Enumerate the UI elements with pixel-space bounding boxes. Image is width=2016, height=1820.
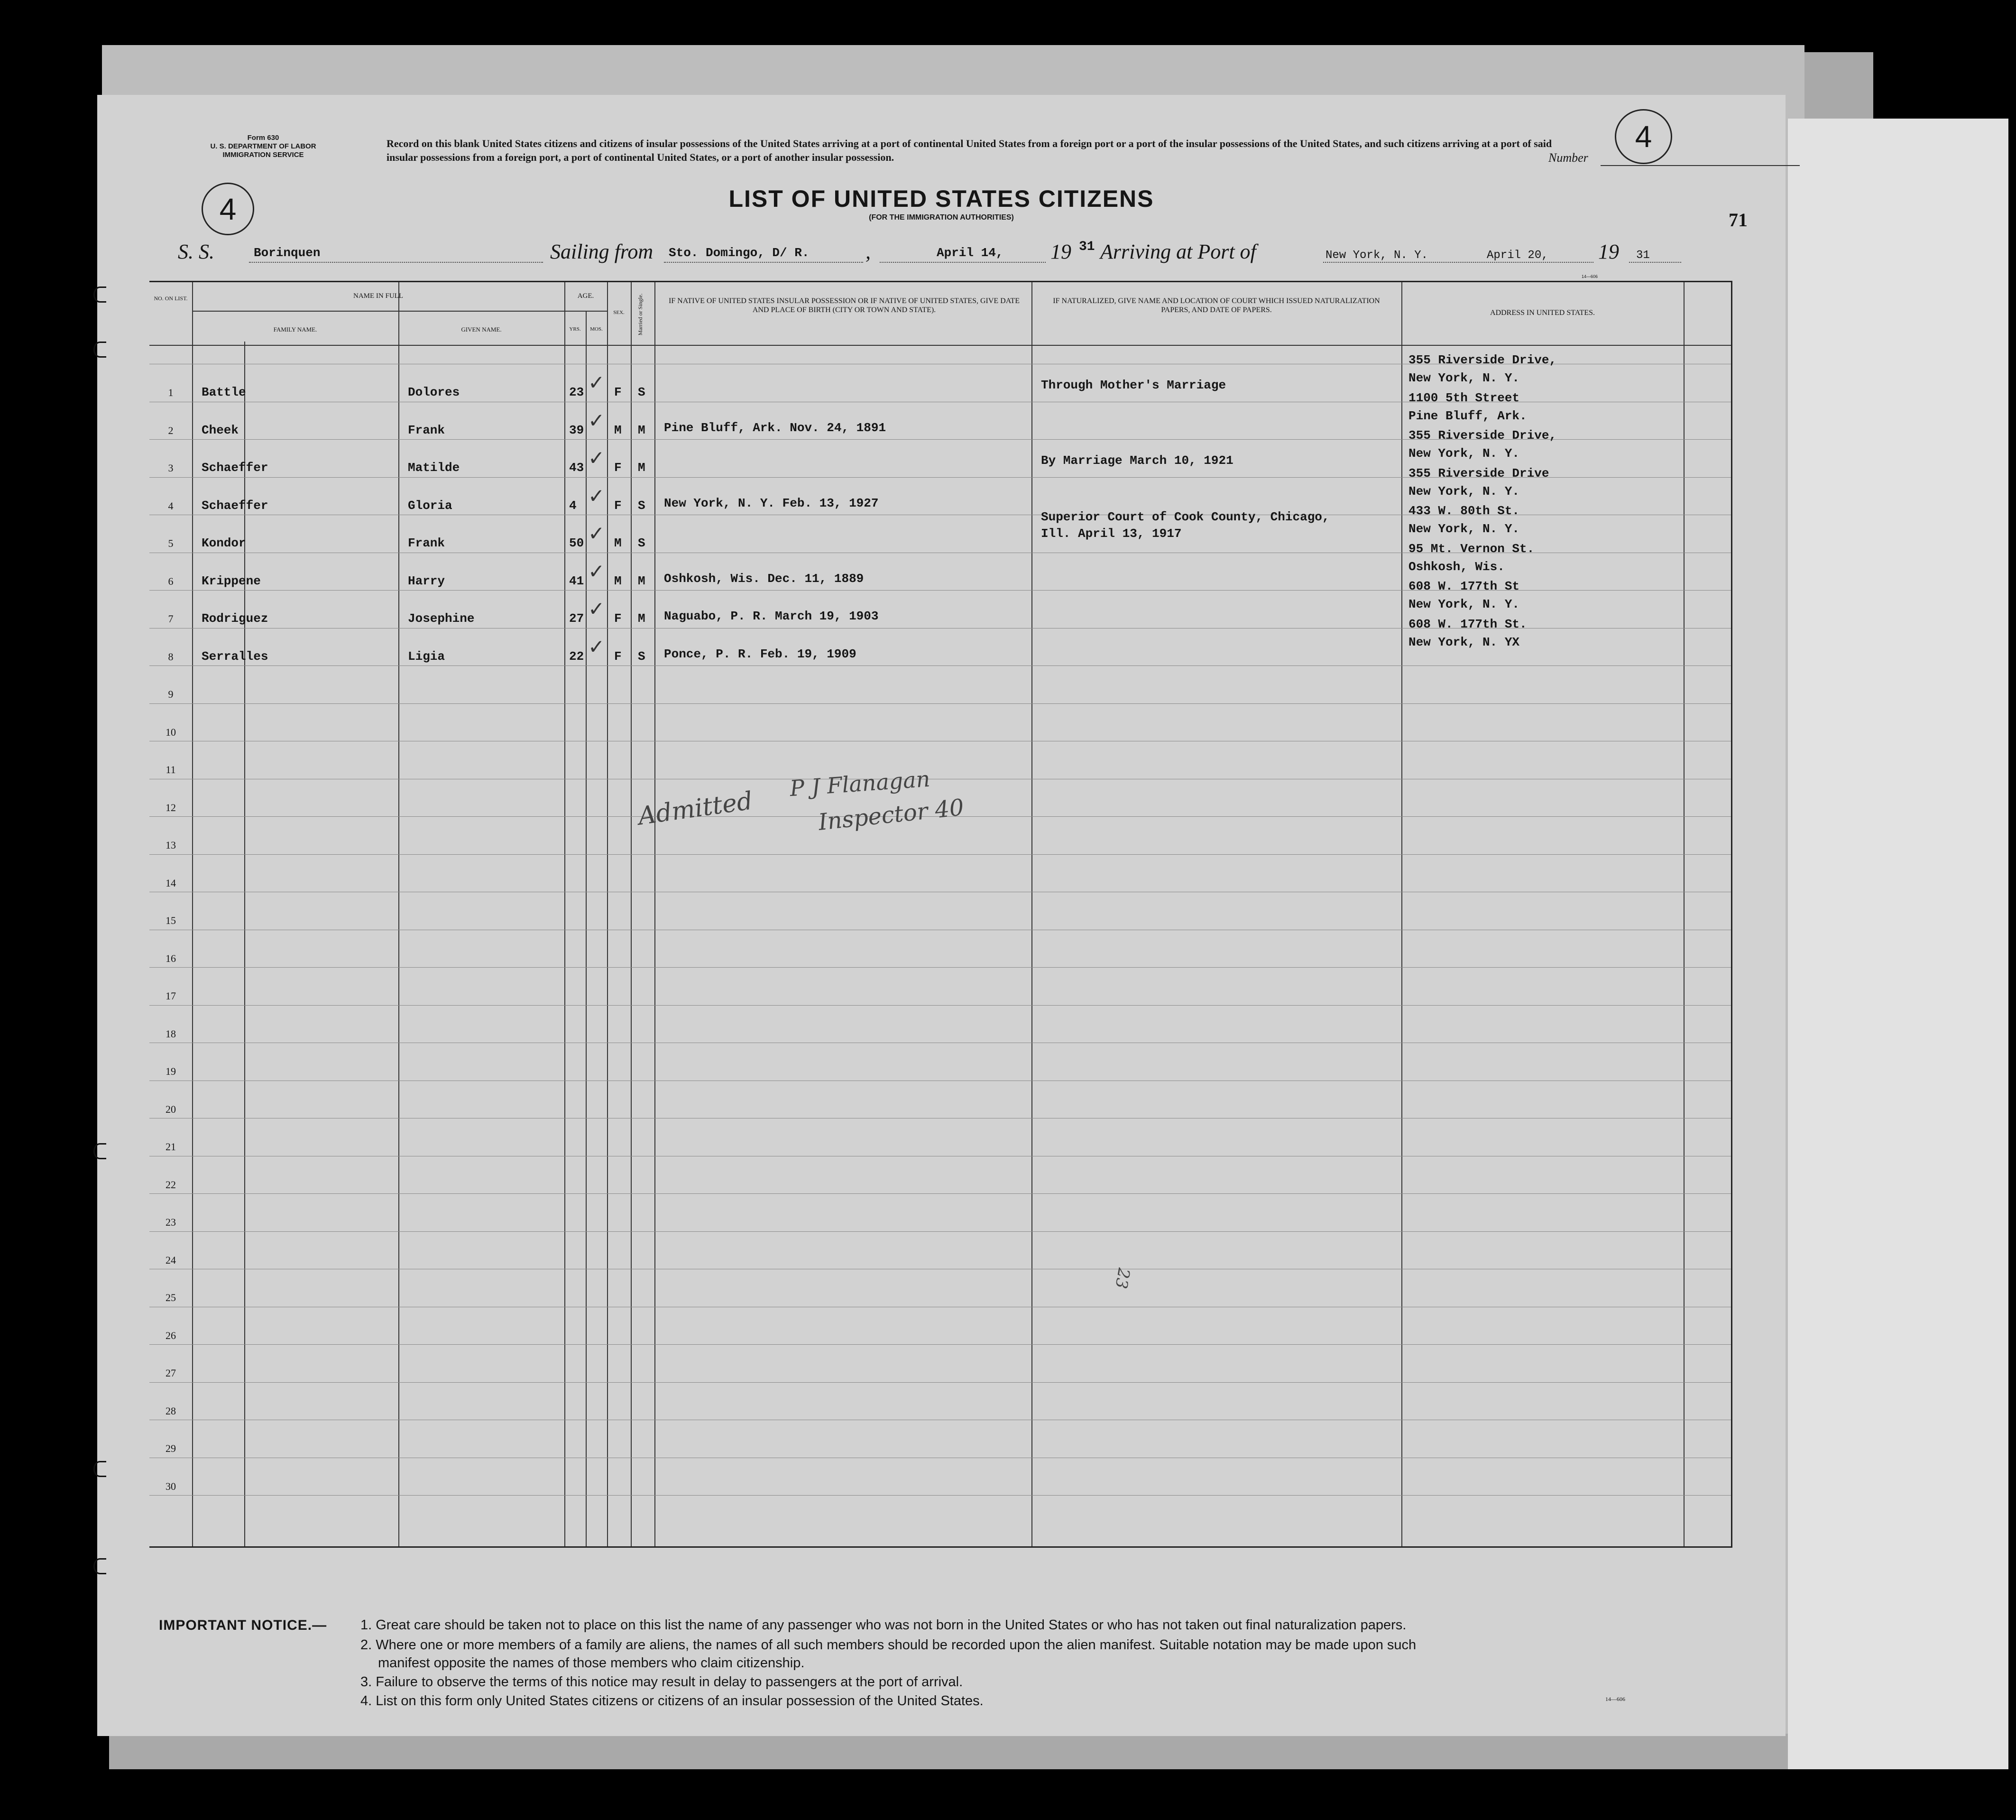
sex: F bbox=[614, 649, 622, 664]
row-number: 7 bbox=[168, 613, 174, 625]
sailing-label: Sailing from bbox=[550, 240, 654, 263]
sex: M bbox=[614, 423, 622, 437]
header-bottom-rule bbox=[149, 345, 1731, 346]
number-line bbox=[1601, 165, 1800, 166]
age-years: 27 bbox=[569, 611, 584, 626]
small-print: 14—606 bbox=[1582, 274, 1598, 279]
notice-item-2-cont: manifest opposite the names of those members who claim citizenship. bbox=[378, 1655, 805, 1671]
column-divider bbox=[586, 311, 587, 1546]
sailing-year: 31 bbox=[1079, 240, 1095, 254]
row-number: 23 bbox=[166, 1216, 176, 1228]
header-rule bbox=[192, 311, 564, 312]
column-divider bbox=[1031, 282, 1032, 1546]
row-number: 19 bbox=[166, 1065, 176, 1077]
naturalization-info: By Marriage March 10, 1921 bbox=[1041, 453, 1234, 468]
page-number: 71 bbox=[1729, 209, 1748, 231]
checkmark: ✓ bbox=[588, 484, 605, 508]
address-line-2: New York, N. Y. bbox=[1408, 597, 1520, 611]
row-number: 26 bbox=[166, 1329, 176, 1341]
row-number: 25 bbox=[166, 1292, 176, 1303]
col-sex: SEX. bbox=[613, 310, 625, 315]
notice-item-1: 1. Great care should be taken not to place on this list the name of any passenger who was not born in the United States or who has not taken out final naturalization papers. bbox=[360, 1617, 1407, 1633]
checkmark: ✓ bbox=[588, 446, 605, 470]
manifest-page bbox=[97, 95, 1786, 1736]
binder-hole bbox=[93, 1461, 106, 1477]
address-line-1: 608 W. 177th St. bbox=[1408, 617, 1527, 631]
manifest-table bbox=[149, 281, 1732, 1548]
arrival-date: April 20, bbox=[1487, 249, 1548, 262]
notice-item-3: 3. Failure to observe the terms of this notice may result in delay to passengers at the port of arrival. bbox=[360, 1674, 963, 1690]
address-line-1: 355 Riverside Drive, bbox=[1408, 353, 1557, 367]
department-name: U. S. DEPARTMENT OF LABOR bbox=[210, 142, 316, 150]
given-name: Gloria bbox=[408, 498, 452, 513]
row-number: 11 bbox=[166, 764, 176, 776]
row-number: 12 bbox=[166, 801, 176, 813]
ship-name-line bbox=[249, 262, 543, 263]
address-line-1: 355 Riverside Drive bbox=[1408, 466, 1549, 480]
age-years: 4 bbox=[569, 498, 577, 513]
marital-status: S bbox=[638, 536, 645, 550]
row-number: 6 bbox=[168, 575, 174, 587]
marital-status: M bbox=[638, 461, 645, 475]
marital-status: S bbox=[638, 649, 645, 664]
marital-status: M bbox=[638, 573, 645, 588]
family-name: Battle bbox=[202, 385, 246, 399]
checkmark: ✓ bbox=[588, 559, 605, 583]
address-line-1: 355 Riverside Drive, bbox=[1408, 428, 1557, 443]
column-divider bbox=[192, 282, 193, 1546]
naturalization-info: Ill. April 13, 1917 bbox=[1041, 527, 1182, 541]
address-line-2: Pine Bluff, Ark. bbox=[1408, 408, 1527, 423]
address-line-2: New York, N. YX bbox=[1408, 635, 1520, 649]
col-married-or-single: Married or Single. bbox=[637, 293, 644, 336]
marital-status: S bbox=[638, 498, 645, 513]
checkmark: ✓ bbox=[588, 408, 605, 432]
row-rule bbox=[149, 1231, 1731, 1232]
checkmark: ✓ bbox=[588, 371, 605, 394]
birth-info: New York, N. Y. Feb. 13, 1927 bbox=[664, 496, 879, 510]
row-number: 1 bbox=[168, 387, 174, 398]
arrival-year: 31 bbox=[1636, 249, 1650, 262]
col-age-months: MOS. bbox=[590, 326, 603, 332]
sailing-from: Sto. Domingo, D/ R. bbox=[669, 246, 810, 260]
checkmark: ✓ bbox=[588, 522, 605, 545]
comma: , bbox=[865, 240, 871, 263]
service-name: IMMIGRATION SERVICE bbox=[222, 151, 304, 159]
row-rule bbox=[149, 967, 1731, 968]
row-number: 10 bbox=[166, 726, 176, 738]
sex: M bbox=[614, 536, 622, 550]
number-label: Number bbox=[1548, 151, 1588, 165]
notice-heading: IMPORTANT NOTICE.— bbox=[159, 1617, 327, 1633]
row-number: 29 bbox=[166, 1442, 176, 1454]
naturalization-info: Superior Court of Cook County, Chicago, bbox=[1041, 510, 1330, 524]
address-line-2: Oshkosh, Wis. bbox=[1408, 559, 1505, 574]
family-name: Kondor bbox=[202, 536, 246, 550]
arriving-label: Arriving at Port of bbox=[1100, 240, 1256, 263]
column-divider bbox=[564, 282, 565, 1546]
column-divider bbox=[607, 282, 608, 1546]
binder-hole bbox=[93, 286, 106, 303]
given-name: Harry bbox=[408, 573, 445, 588]
address-line-2: New York, N. Y. bbox=[1408, 446, 1520, 461]
record-instruction: Record on this blank United States citizens and citizens of insular possessions of the United States arriving at a port of continental United States from a foreign port or a port of the insular possessions of the United States, and such citizens arriving at a port of said insular possessions from a foreign port, a port of continental United States, or a port of another insular possession. bbox=[387, 138, 1552, 163]
row-rule bbox=[149, 665, 1731, 666]
row-rule bbox=[149, 1193, 1731, 1194]
address-line-1: 433 W. 80th St. bbox=[1408, 504, 1520, 518]
sailing-from-line bbox=[664, 262, 863, 263]
birth-info: Naguabo, P. R. March 19, 1903 bbox=[664, 609, 879, 623]
col-native-info: IF NATIVE OF UNITED STATES INSULAR POSSESSION OR IF NATIVE OF UNITED STATES, GIVE DATE AND PLACE OF BIRTH (CITY OR TOWN AND STATE). bbox=[668, 297, 1020, 314]
row-number: 9 bbox=[168, 688, 174, 700]
age-years: 41 bbox=[569, 573, 584, 588]
sex: F bbox=[614, 461, 622, 475]
birth-info: Pine Bluff, Ark. Nov. 24, 1891 bbox=[664, 420, 886, 435]
row-number: 2 bbox=[168, 424, 174, 436]
row-rule bbox=[149, 1005, 1731, 1006]
arrival-year-line bbox=[1629, 262, 1681, 263]
family-name: Schaeffer bbox=[202, 498, 268, 513]
address-line-2: New York, N. Y. bbox=[1408, 484, 1520, 499]
col-name-in-full: NAME IN FULL bbox=[353, 292, 403, 300]
row-number: 21 bbox=[166, 1141, 176, 1153]
row-number: 18 bbox=[166, 1027, 176, 1040]
row-number: 28 bbox=[166, 1404, 176, 1417]
form-code: 14—606 bbox=[1605, 1696, 1625, 1702]
sailing-date-line bbox=[880, 262, 1046, 263]
adjacent-page bbox=[1788, 119, 2008, 1769]
row-number: 30 bbox=[166, 1480, 176, 1492]
family-name: Krippene bbox=[202, 573, 261, 588]
row-rule bbox=[149, 1382, 1731, 1383]
row-number: 27 bbox=[166, 1367, 176, 1379]
given-name: Matilde bbox=[408, 461, 460, 475]
column-divider bbox=[398, 282, 399, 1546]
col-naturalized-info: IF NATURALIZED, GIVE NAME AND LOCATION OF COURT WHICH ISSUED NATURALIZATION PAPERS, AND DATE OF PAPERS. bbox=[1053, 297, 1380, 314]
address-line-1: 1100 5th Street bbox=[1408, 390, 1520, 405]
col-address: ADDRESS IN UNITED STATES. bbox=[1490, 309, 1595, 317]
given-name: Josephine bbox=[408, 611, 475, 626]
notice-item-2: 2. Where one or more members of a family are aliens, the names of all such members should be recorded upon the alien manifest. Suitable notation may be made upon such bbox=[360, 1637, 1417, 1653]
sex: F bbox=[614, 385, 622, 399]
row-number: 4 bbox=[168, 499, 174, 512]
binder-hole bbox=[93, 342, 106, 358]
given-name: Dolores bbox=[408, 385, 460, 399]
birth-info: Ponce, P. R. Feb. 19, 1909 bbox=[664, 647, 856, 661]
given-name: Frank bbox=[408, 423, 445, 437]
column-divider bbox=[1684, 282, 1685, 1546]
binder-hole bbox=[93, 1143, 106, 1159]
row-number: 24 bbox=[166, 1254, 176, 1266]
row-number: 17 bbox=[166, 990, 176, 1002]
family-name: Serralles bbox=[202, 649, 268, 664]
year-prefix: 19 bbox=[1050, 240, 1071, 263]
sex: M bbox=[614, 573, 622, 588]
col-no-on-list: NO. ON LIST. bbox=[154, 295, 188, 302]
row-number: 22 bbox=[166, 1178, 176, 1191]
binder-hole bbox=[93, 1558, 106, 1574]
column-divider bbox=[631, 282, 632, 1546]
checkmark: ✓ bbox=[588, 635, 605, 658]
arrival-year-prefix: 19 bbox=[1598, 240, 1619, 263]
notice-item-4: 4. List on this form only United States citizens or citizens of an insular possession of the United States. bbox=[360, 1693, 984, 1709]
form-number: Form 630 bbox=[247, 134, 279, 142]
ship-name: Borinquen bbox=[254, 246, 321, 260]
row-number: 8 bbox=[168, 650, 174, 663]
col-given-name: GIVEN NAME. bbox=[461, 326, 502, 333]
header-rule bbox=[564, 311, 607, 312]
row-number: 13 bbox=[166, 839, 176, 851]
age-years: 23 bbox=[569, 385, 584, 399]
family-name: Rodriguez bbox=[202, 611, 268, 626]
admitted-note: Admitted bbox=[636, 786, 755, 831]
row-rule bbox=[149, 703, 1731, 704]
row-number: 5 bbox=[168, 537, 174, 549]
stray-mark: 23 bbox=[1111, 1266, 1134, 1290]
arrival-port: New York, N. Y. bbox=[1326, 249, 1428, 262]
page-title: LIST OF UNITED STATES CITIZENS bbox=[728, 185, 1154, 212]
marital-status: S bbox=[638, 385, 645, 399]
sex: F bbox=[614, 498, 622, 513]
row-number: 20 bbox=[166, 1103, 176, 1115]
col-age-years: YRS. bbox=[569, 326, 581, 332]
column-divider bbox=[244, 342, 245, 1546]
ship-label: S. S. bbox=[178, 240, 214, 263]
arrival-line bbox=[1323, 262, 1593, 263]
row-number: 3 bbox=[168, 462, 174, 474]
row-rule bbox=[149, 854, 1731, 855]
address-line-1: 608 W. 177th St bbox=[1408, 579, 1520, 593]
age-years: 50 bbox=[569, 536, 584, 550]
marital-status: M bbox=[638, 423, 645, 437]
row-rule bbox=[149, 1344, 1731, 1345]
family-name: Cheek bbox=[202, 423, 239, 437]
age-years: 39 bbox=[569, 423, 584, 437]
address-line-1: 95 Mt. Vernon St. bbox=[1408, 541, 1535, 556]
row-rule bbox=[149, 1495, 1731, 1496]
marital-status: M bbox=[638, 611, 645, 626]
row-number: 14 bbox=[166, 877, 176, 889]
naturalization-info: Through Mother's Marriage bbox=[1041, 378, 1226, 392]
row-number: 16 bbox=[166, 952, 176, 964]
inspector-number: Inspector 40 bbox=[817, 794, 966, 836]
form-identification bbox=[173, 134, 353, 159]
column-divider bbox=[654, 282, 655, 1546]
age-years: 43 bbox=[569, 461, 584, 475]
checkmark: ✓ bbox=[588, 597, 605, 620]
age-years: 22 bbox=[569, 649, 584, 664]
list-circle: 4 bbox=[202, 183, 254, 235]
address-line-2: New York, N. Y. bbox=[1408, 371, 1520, 385]
birth-info: Oshkosh, Wis. Dec. 11, 1889 bbox=[664, 571, 864, 586]
sailing-date: April 14, bbox=[937, 246, 1003, 260]
col-family-name: FAMILY NAME. bbox=[273, 326, 317, 333]
given-name: Ligia bbox=[408, 649, 445, 664]
address-line-2: New York, N. Y. bbox=[1408, 522, 1520, 536]
inspector-signature: P J Flanagan bbox=[789, 766, 931, 802]
row-number: 15 bbox=[166, 915, 176, 926]
page-subtitle: (FOR THE IMMIGRATION AUTHORITIES) bbox=[869, 213, 1014, 222]
column-divider bbox=[1401, 282, 1402, 1546]
given-name: Frank bbox=[408, 536, 445, 550]
col-age: AGE. bbox=[577, 292, 594, 300]
sex: F bbox=[614, 611, 622, 626]
number-circle: 4 bbox=[1615, 109, 1672, 164]
family-name: Schaeffer bbox=[202, 461, 268, 475]
